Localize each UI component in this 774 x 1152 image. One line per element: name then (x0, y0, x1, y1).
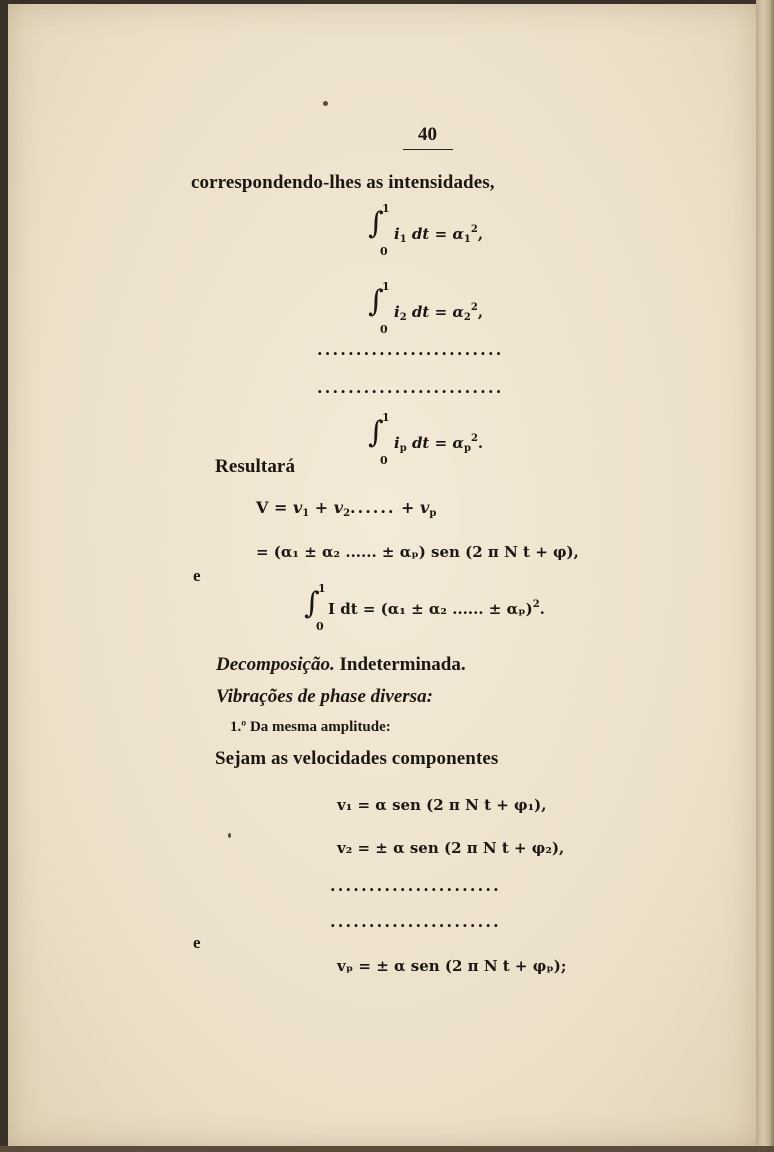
ellipsis-row: ...................... (330, 876, 501, 895)
ellipsis-row: ........................ (317, 340, 504, 359)
integral-body: I dt = (α₁ ± α₂ ...... ± αₚ)$^2$. (328, 599, 545, 618)
integral-upper: 1 (382, 280, 390, 293)
integral-upper: 1 (382, 411, 390, 424)
integral-sign: ∫ (304, 586, 320, 621)
integral-lower: 0 (380, 454, 388, 467)
intro-text: correspondendo-lhes as intensidades, (191, 172, 495, 193)
integral-2 (368, 280, 508, 336)
integral-lower: 0 (316, 620, 324, 633)
sejam-text: Sejam as velocidades componentes (215, 748, 499, 769)
ink-speck (323, 101, 328, 106)
equation-amplitude-sum: = (α₁ ± α₂ ...... ± αₚ) sen (2 π N t + φ), (256, 543, 579, 561)
equation-v-sum: $V = v_1 + v_2$...... + $v_p$ (256, 498, 437, 519)
integral-body: $i_p$ dt = $\alpha_p^2$. (394, 433, 484, 454)
ellipsis-row: ........................ (317, 378, 504, 397)
equation-v2: v₂ = ± α sen (2 π N t + φ₂), (337, 839, 565, 857)
integral-1 (368, 202, 508, 258)
integral-body: $i_1$ dt = $\alpha_1^2$, (394, 224, 484, 245)
integral-lower: 0 (380, 245, 388, 258)
page-number: 40 (418, 124, 437, 145)
ink-speck (228, 833, 231, 838)
equation-vp: vₚ = ± α sen (2 π N t + φₚ); (337, 957, 567, 975)
integral-upper: 1 (318, 582, 326, 595)
decomposition-line: Decomposição. Indeterminada. (216, 654, 466, 675)
integral-sign: ∫ (368, 415, 384, 450)
integral-sign: ∫ (368, 284, 384, 319)
page-bottom-edge (0, 1146, 774, 1152)
ellipsis-row: ...................... (330, 912, 501, 931)
integral-lower: 0 (380, 323, 388, 336)
conjunction-e: e (193, 933, 201, 952)
integral-sign: ∫ (368, 206, 384, 241)
vibracoes-heading: Vibrações de phase diversa: (216, 686, 433, 707)
page-number-rule (403, 149, 453, 150)
integral-p (368, 411, 508, 467)
page-edge (756, 0, 774, 1152)
equation-v1: v₁ = α sen (2 π N t + φ₁), (337, 796, 547, 814)
integral-intensity (304, 582, 564, 635)
resultara-text: Resultará (215, 456, 296, 477)
integral-upper: 1 (382, 202, 390, 215)
conjunction-e: e (193, 566, 201, 585)
item-1: 1.º Da mesma amplitude: (230, 719, 391, 735)
integral-body: $i_2$ dt = $\alpha_2^2$, (394, 302, 484, 323)
